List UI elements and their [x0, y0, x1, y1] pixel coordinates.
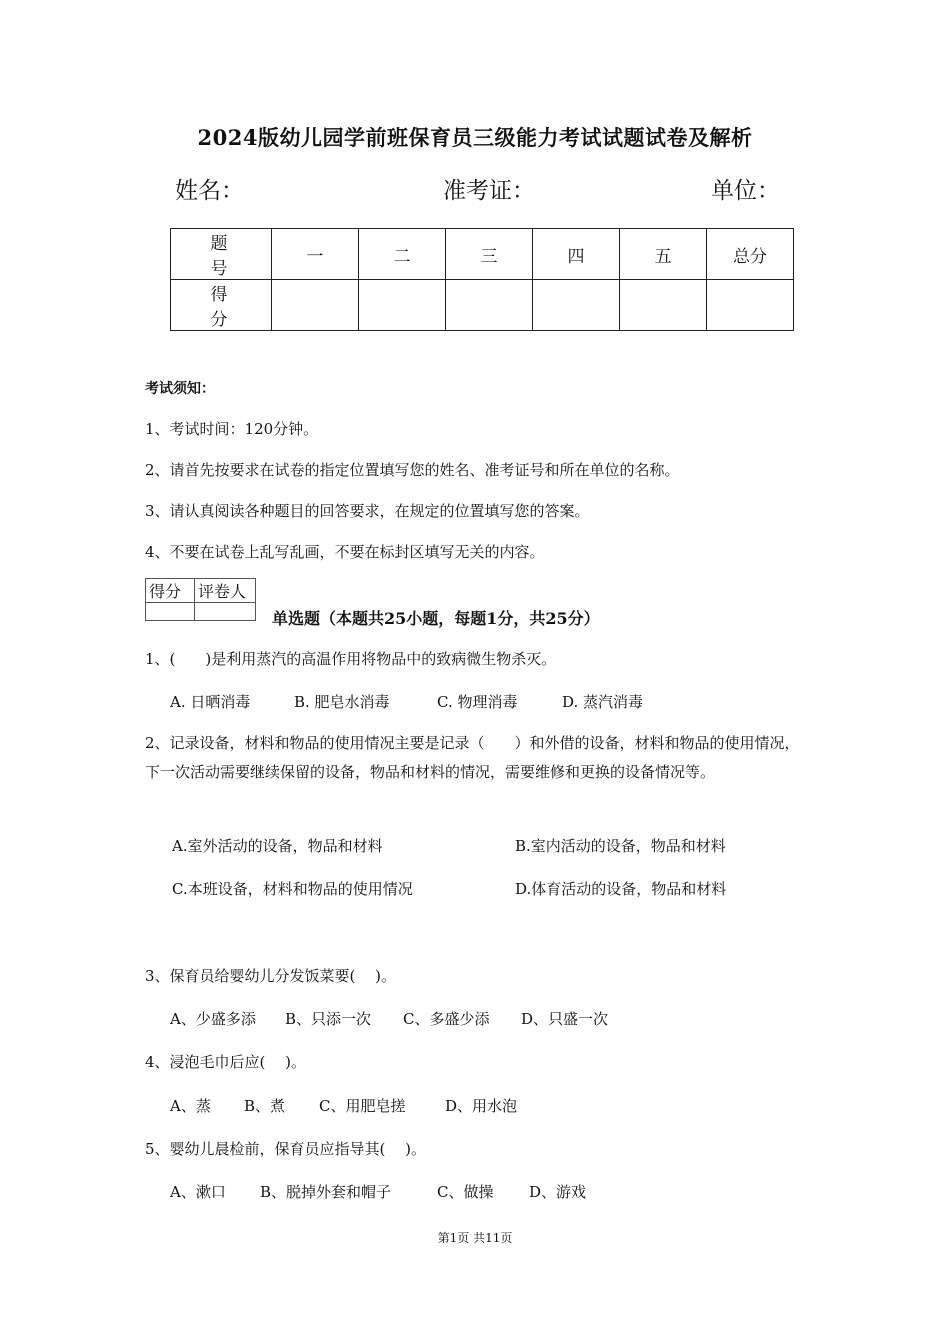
- score-cell[interactable]: [359, 280, 446, 331]
- question-1: 1、( )是利用蒸汽的高温作用将物品中的致病微生物杀灭。: [145, 650, 557, 668]
- option-5a[interactable]: A、漱口: [170, 1183, 226, 1201]
- option-3a[interactable]: A、少盛多添: [170, 1010, 256, 1028]
- score-table-score-row: [171, 280, 794, 331]
- option-4d[interactable]: D、用水泡: [445, 1097, 518, 1115]
- score-header-cell: 总分: [707, 229, 794, 280]
- option-2d[interactable]: D.体育活动的设备，物品和材料: [515, 880, 727, 898]
- score-header-cell: 三: [446, 229, 533, 280]
- grader-score-cell[interactable]: [146, 603, 195, 621]
- grader-reviewer-label: 评卷人: [195, 579, 256, 603]
- question-5: 5、婴幼儿晨检前，保育员应指导其( )。: [145, 1140, 427, 1158]
- option-4a[interactable]: A、蒸: [170, 1097, 211, 1115]
- page-title: 2024版幼儿园学前班保育员三级能力考试试题试卷及解析: [197, 125, 753, 150]
- score-cell[interactable]: [272, 280, 359, 331]
- option-1c[interactable]: C. 物理消毒: [437, 693, 518, 711]
- notice-title: 考试须知：: [145, 381, 215, 397]
- grader-score-label: 得分: [146, 579, 195, 603]
- score-header-cell: 一: [272, 229, 359, 280]
- option-3b[interactable]: B、只添一次: [285, 1010, 372, 1028]
- option-5c[interactable]: C、做操: [437, 1183, 494, 1201]
- notice-item: 3、请认真阅读各种题目的回答要求，在规定的位置填写您的答案。: [145, 502, 590, 520]
- score-header-cell: 五: [620, 229, 707, 280]
- option-4c[interactable]: C、用肥皂搓: [319, 1097, 406, 1115]
- option-3c[interactable]: C、多盛少添: [403, 1010, 490, 1028]
- score-header-cell: 题 号: [171, 229, 272, 280]
- question-3: 3、保育员给婴幼儿分发饭菜要( )。: [145, 967, 397, 985]
- option-5d[interactable]: D、游戏: [529, 1183, 587, 1201]
- grader-reviewer-cell[interactable]: [195, 603, 256, 621]
- option-3d[interactable]: D、只盛一次: [521, 1010, 609, 1028]
- section-title: 单选题（本题共25小题，每题1分，共25分）: [272, 609, 600, 628]
- score-cell[interactable]: [446, 280, 533, 331]
- option-2b[interactable]: B.室内活动的设备，物品和材料: [515, 837, 726, 855]
- option-1b[interactable]: B. 肥皂水消毒: [294, 693, 390, 711]
- exam-no-label: 准考证：: [443, 178, 535, 204]
- notice-item: 4、不要在试卷上乱写乱画，不要在标封区填写无关的内容。: [145, 543, 545, 561]
- notice-item: 2、请首先按要求在试卷的指定位置填写您的姓名、准考证号和所在单位的名称。: [145, 461, 680, 479]
- score-row-label: 得 分: [171, 280, 272, 331]
- score-table: [170, 228, 794, 331]
- option-4b[interactable]: B、煮: [244, 1097, 286, 1115]
- grader-box: [145, 578, 256, 621]
- name-label: 姓名：: [175, 178, 244, 204]
- score-cell[interactable]: [620, 280, 707, 331]
- notice-item: 1、考试时间：120分钟。: [145, 420, 319, 438]
- score-header-cell: 四: [533, 229, 620, 280]
- option-5b[interactable]: B、脱掉外套和帽子: [260, 1183, 392, 1201]
- page-footer: 第1页 共11页: [437, 1231, 513, 1245]
- question-2: 2、记录设备，材料和物品的使用情况主要是记录（ ）和外借的设备，材料和物品的使用情况，下一次活动需要继续保留的设备，物品和材料的情况，需要维修和更换的设备情况等。: [145, 734, 800, 781]
- score-header-cell: 二: [359, 229, 446, 280]
- score-cell[interactable]: [707, 280, 794, 331]
- option-2a[interactable]: A.室外活动的设备，物品和材料: [172, 837, 383, 855]
- score-cell[interactable]: [533, 280, 620, 331]
- option-1d[interactable]: D. 蒸汽消毒: [562, 693, 644, 711]
- score-table-header-row: [171, 229, 794, 280]
- question-4: 4、浸泡毛巾后应( )。: [145, 1053, 307, 1071]
- option-1a[interactable]: A. 日晒消毒: [170, 693, 251, 711]
- option-2c[interactable]: C.本班设备，材料和物品的使用情况: [172, 880, 413, 898]
- unit-label: 单位：: [711, 178, 780, 204]
